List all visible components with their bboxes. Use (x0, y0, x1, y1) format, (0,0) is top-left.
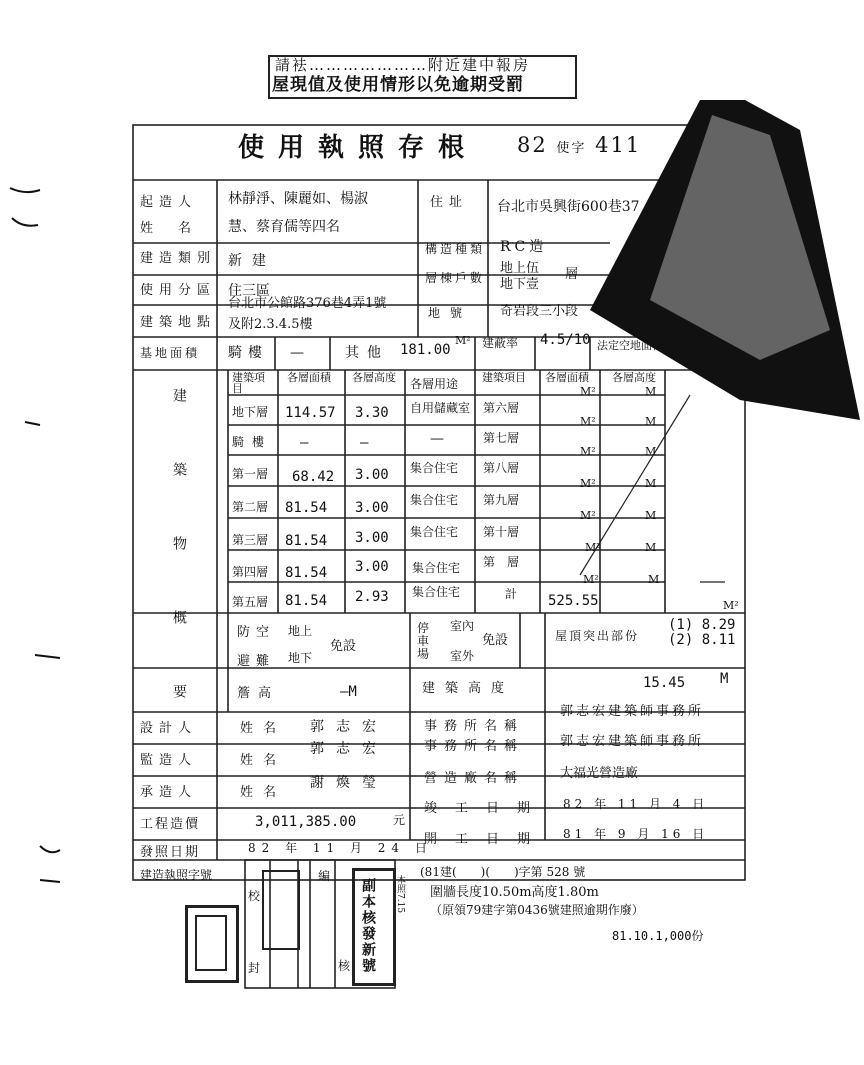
address-label: 住址 (430, 195, 469, 210)
unit-m2: M² (580, 385, 596, 398)
seal-label: 封 (248, 961, 261, 975)
floor-name: 第三層 (232, 533, 269, 547)
supervisor-office: 郭志宏建築師事務所 (560, 734, 705, 749)
office-label: 事務所名稱 (424, 739, 525, 754)
cost-value: 3,011,385.00 (255, 814, 357, 830)
permit-no: 411 (595, 133, 642, 157)
floor-height: — (360, 435, 369, 451)
issue-label: 發照日期 (140, 845, 201, 860)
contractor-name: 謝煥瑩 (310, 775, 388, 791)
start-value: 81 年 9 月 16 日 (563, 827, 709, 841)
floor-name: 第五層 (232, 595, 269, 609)
supervisor-label: 監造人 (140, 753, 198, 768)
permit-word: 使字 (556, 141, 587, 156)
unit-m: M (645, 477, 657, 490)
unit-m: M (645, 445, 657, 458)
floor-use: 集合住宅 (412, 561, 461, 575)
note-line-1: 圍牆長度10.50m高度1.80m (430, 885, 599, 900)
structure-label: 構造種類 (425, 242, 486, 256)
floors-below: 地下壹 (500, 277, 540, 292)
floor-height: 3.00 (355, 530, 389, 546)
floor-use: — (430, 431, 444, 447)
supervisor-name: 郭志宏 (310, 741, 388, 757)
header-area-right: 各層面積 (545, 371, 589, 384)
floor-name-right: 第七層 (483, 431, 520, 445)
owner-label: 起造人 (140, 195, 198, 210)
building-height-label: 建築高度 (422, 681, 515, 696)
unit-m2: M² (583, 573, 599, 586)
floor-area: 114.57 (285, 405, 336, 421)
arcade-value: — (290, 345, 304, 361)
name-label: 姓名 (240, 785, 287, 800)
designer-office: 郭志宏建築師事務所 (560, 704, 705, 719)
unit-m2: M² (585, 541, 601, 554)
notice-line-2: 屋現值及使用情形以免逾期受罰 (272, 75, 524, 95)
contractor-label: 承造人 (140, 785, 198, 800)
floor-area: 81.54 (285, 565, 328, 581)
shelter-below: 地下 (288, 651, 313, 665)
start-label: 開工日期 (424, 832, 549, 847)
contractor-factory: 大福光營造廠 (560, 766, 639, 781)
other-unit: M² (455, 334, 471, 347)
floor-use: 集合住宅 (410, 461, 459, 475)
coverage-label: 建蔽率 (482, 336, 519, 350)
floor-height: 3.30 (355, 405, 389, 421)
note-line-2: （原領79建字第0436號建照逾期作廢） (430, 903, 644, 917)
lot-label: 地號 (428, 306, 473, 320)
unit-m2: M² (580, 477, 596, 490)
lot-area-label: 基地面積 (140, 346, 201, 360)
address-value: 台北市吳興街600巷37 (497, 199, 640, 215)
arcade-label: 騎樓 (228, 345, 268, 361)
floor-name-right: 第九層 (483, 493, 520, 507)
build-type-label: 建造類別 (140, 251, 217, 266)
total-value: 525.55 (548, 593, 599, 609)
build-permit-value: (81建( )( )字第 528 號 (420, 865, 586, 879)
completion-label: 竣工日期 (424, 801, 549, 816)
unit-m2: M² (580, 509, 596, 522)
header-height: 各層高度 (352, 371, 396, 384)
designer-name: 郭志宏 (310, 719, 388, 735)
floor-height: 3.00 (355, 467, 389, 483)
building-height-value: 15.45 (643, 675, 686, 691)
site-value-1: 台北市公館路376巷4弄1號 (228, 296, 387, 311)
legal-space-label: 法定空地面積 (597, 339, 663, 352)
other-label: 其他 (345, 345, 389, 361)
unit-m: M (645, 385, 657, 398)
issue-stamp-text: 副本核發新號 (360, 878, 376, 974)
unit-m: M (645, 415, 657, 428)
coverage-value: 4.5/10 (540, 332, 591, 348)
header-area: 各層面積 (287, 371, 331, 384)
floor-name-right: 第十層 (483, 525, 520, 539)
eave-value: —M (340, 684, 357, 700)
site-value-2: 及附2.3.4.5樓 (228, 317, 313, 332)
approve-label: 核 (338, 959, 351, 973)
name-label: 姓名 (240, 721, 287, 736)
floor-name-right: 第 層 (483, 555, 520, 569)
floors-unit: 層 (565, 267, 579, 282)
floors-label: 層棟戶數 (425, 271, 486, 285)
office-label: 事務所名稱 (424, 719, 525, 734)
notice-line-1: 請袪…………………附近建中報房 (275, 56, 531, 74)
roof-label: 屋頂突出部份 (555, 629, 640, 643)
unit-m: M (648, 573, 660, 586)
building-summary-label: 建築物概要 (171, 388, 187, 758)
owner-value-2: 慧、蔡育儒等四名 (228, 219, 340, 235)
issue-value: 82 年 11 月 24 日 (248, 841, 433, 855)
floor-name-right: 第八層 (483, 461, 520, 475)
factory-label: 營造廠名稱 (424, 771, 525, 786)
floor-name: 第一層 (232, 467, 269, 481)
owner-value-1: 林靜淨、陳麗如、楊淑 (228, 191, 368, 207)
unit-m2: M² (580, 445, 596, 458)
floor-height: 2.93 (355, 589, 389, 605)
floor-area: — (300, 435, 309, 451)
roof-1: (1) 8.29 (668, 617, 736, 633)
edit-label: 編 (318, 869, 331, 883)
shelter-label-2: 避難 (237, 654, 276, 669)
lot-value: 奇岩段三小段 (500, 304, 579, 319)
completion-value: 82 年 11 月 4 日 (563, 797, 709, 811)
header-height-right: 各層高度 (612, 371, 656, 384)
floor-use: 集合住宅 (412, 585, 461, 599)
building-height-unit: M (720, 671, 729, 687)
parking-indoor: 室內 (450, 619, 475, 633)
roof-2: (2) 8.11 (668, 632, 736, 648)
unit-m: M (645, 541, 657, 554)
approval-seal (262, 870, 300, 950)
floor-area: 68.42 (292, 469, 335, 485)
unit-m: M (645, 509, 657, 522)
floor-height: 3.00 (355, 500, 389, 516)
floor-name-right: 第六層 (483, 401, 520, 415)
floor-name: 地下層 (232, 405, 269, 419)
parking-outdoor: 室外 (450, 649, 475, 663)
build-permit-label: 建造執照字號 (140, 868, 213, 882)
owner-name-label: 姓 名 (140, 221, 198, 236)
designer-label: 設計人 (140, 721, 198, 736)
total-label: 計 (505, 587, 518, 601)
header-use: 各層用途 (410, 377, 459, 391)
cost-unit: 元 (393, 813, 406, 827)
floors-above: 地上伍 (500, 261, 540, 276)
floor-name: 第二層 (232, 500, 269, 514)
official-seal-inner (195, 915, 227, 971)
floor-area: 81.54 (285, 533, 328, 549)
floor-height: 3.00 (355, 559, 389, 575)
document-title: 使用執照存根 (238, 133, 479, 163)
structure-value: RC造 (500, 239, 548, 255)
floor-name: 第四層 (232, 565, 269, 579)
print-note: 81.10.1,000份 (612, 929, 704, 943)
site-label: 建築地點 (140, 315, 217, 330)
permit-year: 82 (517, 133, 548, 157)
eave-label: 簷高 (237, 686, 280, 701)
floor-use: 集合住宅 (410, 493, 459, 507)
floor-area: 81.54 (285, 593, 328, 609)
floor-name: 騎樓 (232, 435, 273, 449)
floor-use: 集合住宅 (410, 525, 459, 539)
shelter-value: 免設 (330, 639, 357, 654)
other-value: 181.00 (400, 342, 451, 358)
build-type-value: 新建 (228, 253, 276, 269)
shelter-above: 地上 (288, 624, 313, 638)
shelter-label-1: 防空 (237, 625, 276, 640)
zone-value: 住三區 (228, 283, 270, 299)
unit-m2: M² (723, 599, 739, 612)
header-item-right: 建築項目 (482, 371, 526, 384)
side-note: 本照7.15 (395, 875, 405, 914)
parking-label: 停車場 (417, 621, 430, 661)
unit-m2: M² (580, 415, 596, 428)
cost-label: 工程造價 (140, 817, 201, 832)
parking-value: 免設 (482, 633, 509, 648)
header-item: 建築項目 (232, 371, 265, 395)
check-label: 校 (248, 889, 261, 903)
floor-use: 自用儲藏室 (410, 401, 471, 415)
floor-area: 81.54 (285, 500, 328, 516)
name-label: 姓名 (240, 753, 287, 768)
zone-label: 使用分區 (140, 283, 217, 298)
